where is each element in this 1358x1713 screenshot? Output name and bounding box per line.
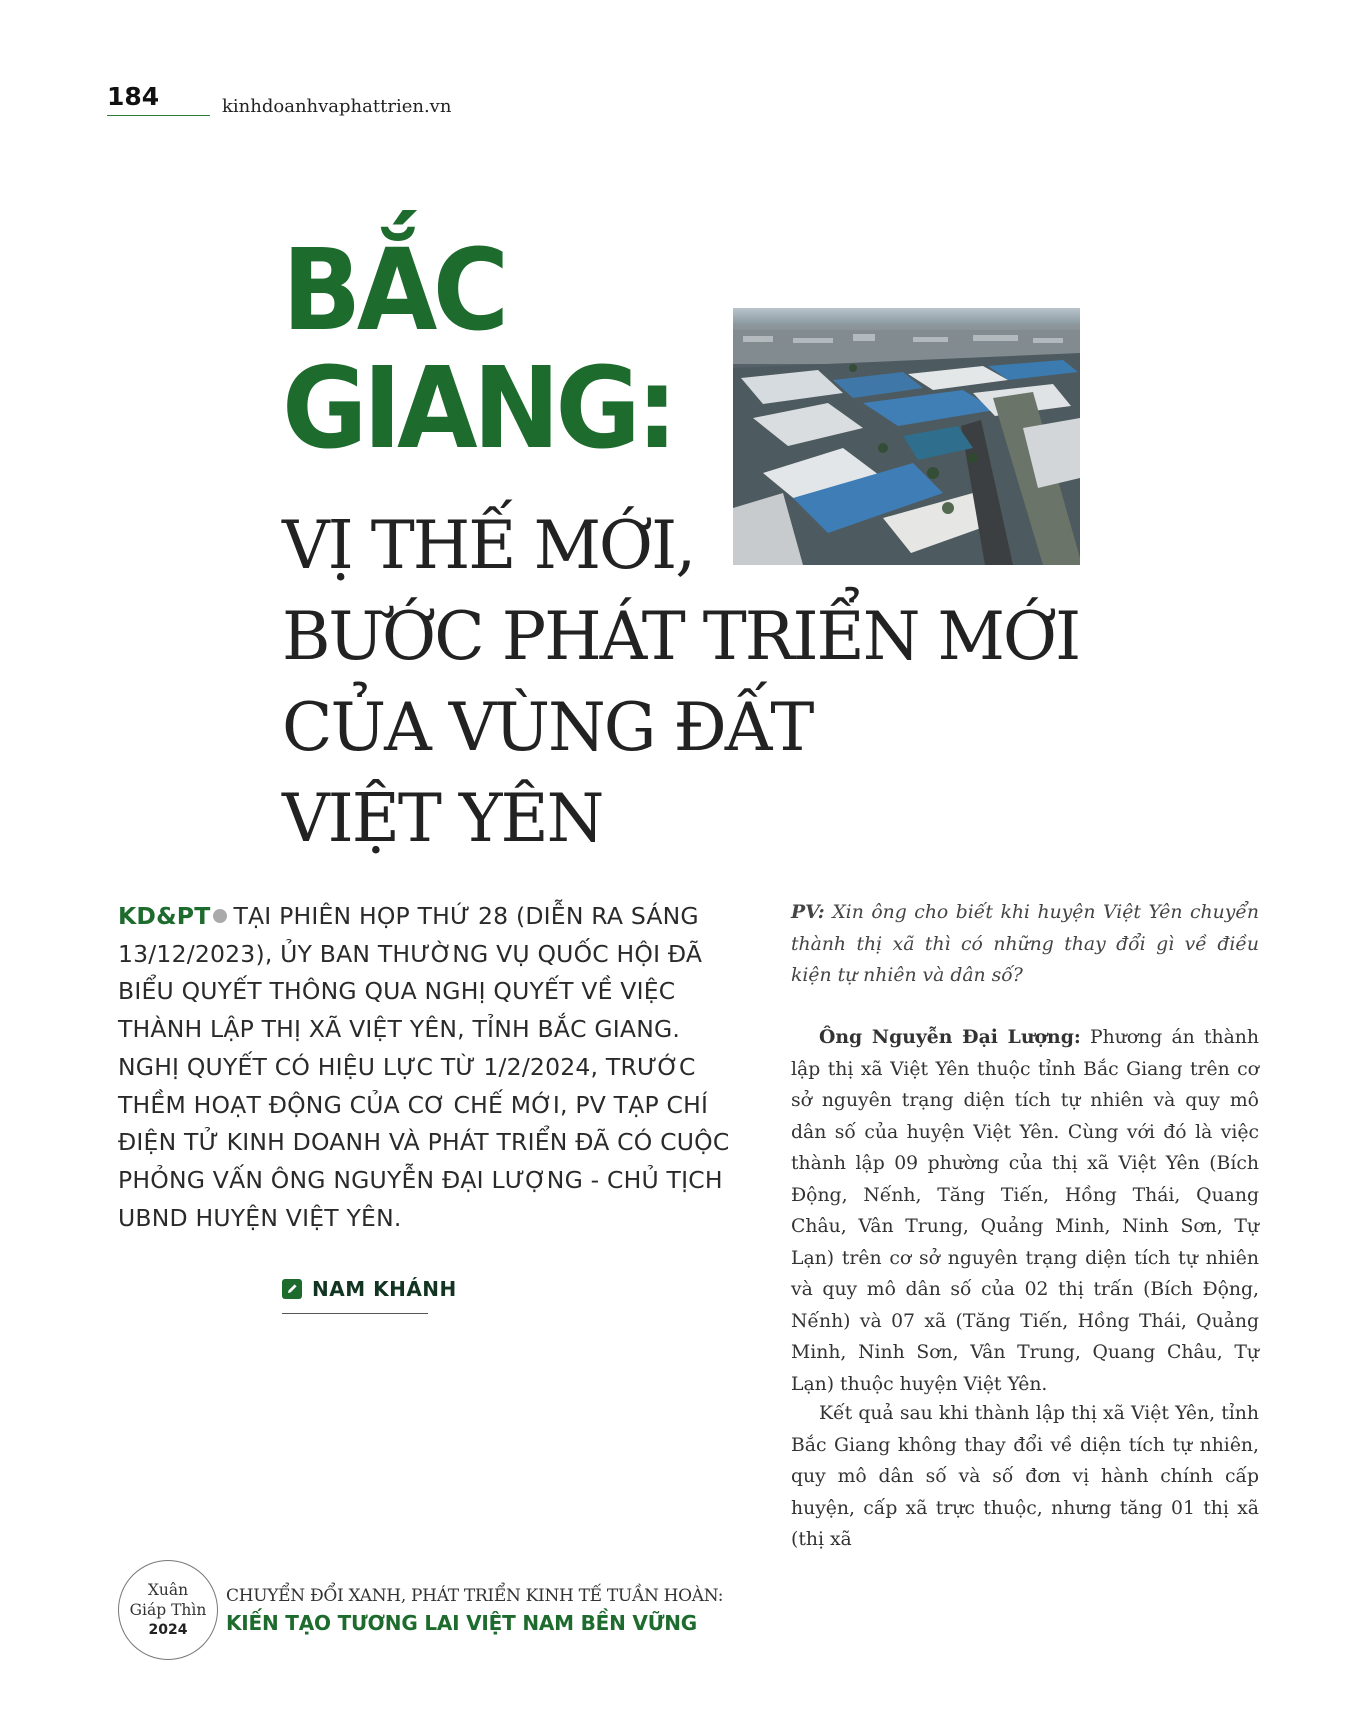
badge-year: 2024 [148,1622,188,1638]
lead-paragraph [118,898,748,1237]
headline-line-2: GIANG: [282,344,674,474]
badge-line-1: Xuân [147,1581,189,1599]
answer-speaker: Ông Nguyễn Đại Lượng: [819,1026,1081,1048]
question-label: PV: [791,901,825,923]
bullet-dot-icon [213,909,227,923]
headline-line-1: BẮC [282,226,505,356]
interview-answer-1 [791,1022,1259,1400]
issue-badge [118,1560,218,1660]
page-number-underline [107,115,210,116]
headline-main [282,226,674,474]
subhead-line-2: BƯỚC PHÁT TRIỂN MỚI [282,598,1080,675]
badge-line-2: Giáp Thìn [129,1601,207,1619]
subhead-line-1: VỊ THẾ MỚI, [282,507,695,584]
site-url[interactable]: kinhdoanhvaphattrien.vn [222,96,452,117]
publication-tag: KD&PT [118,902,211,930]
author-underline [282,1313,428,1314]
pen-icon [282,1279,302,1299]
question-text: Xin ông cho biết khi huyện Việt Yên chuyển thành thị xã thì có những thay đổi gì về điều kiện tự nhiên và dân số? [791,902,1259,986]
author-byline [282,1277,457,1301]
photo-illustration [733,308,1080,565]
interview-question [791,897,1259,992]
subhead-line-3: CỦA VÙNG ĐẤT [282,689,813,766]
interview-answer-2: Kết quả sau khi thành lập thị xã Việt Yên, tỉnh Bắc Giang không thay đổi về diện tích tự nhiên, quy mô dân số và số đơn vị hành chính cấp huyện, cấp xã trực thuộc, nhưng tăng 01 thị xã (thị xã [791,1403,1259,1550]
subhead-line-4: VIỆT YÊN [282,780,603,857]
author-name: NAM KHÁNH [312,1277,457,1301]
aerial-industrial-park-photo [733,308,1080,565]
footer-theme-line-2: KIẾN TẠO TƯƠNG LAI VIỆT NAM BỀN VỮNG [226,1611,697,1635]
footer-theme-line-1: CHUYỂN ĐỔI XANH, PHÁT TRIỂN KINH TẾ TUẦN HOÀN: [226,1586,724,1606]
answer-1-text: Phương án thành lập thị xã Việt Yên thuộc tỉnh Bắc Giang trên cơ sở nguyên trạng diện tích tự nhiên và quy mô dân số của huyện Việt Yên. Cùng với đó là việc thành lập 09 phường của thị xã Việt Yên (Bích Động, Nếnh, Tăng Tiến, Hồng Thái, Quang Châu, Vân Trung, Quảng Minh, Ninh Sơn, Tự Lạn) trên cơ sở nguyên trạng diện tích tự nhiên và quy mô dân số của 02 thị trấn (Bích Động, Nếnh) và 07 xã (Tăng Tiến, Hồng Thái, Quảng Minh, Ninh Sơn, Vân Trung, Quang Châu, Tự Lạn) thuộc huyện Việt Yên. [791,1027,1259,1395]
lead-text: TẠI PHIÊN HỌP THỨ 28 (DIỄN RA SÁNG 13/12/2023), ỦY BAN THƯỜNG VỤ QUỐC HỘI ĐÃ BIỂU QUYẾT THÔNG QUA NGHỊ QUYẾT VỀ VIỆC THÀNH LẬP THỊ XÃ VIỆT YÊN, TỈNH BẮC GIANG. NGHỊ QUYẾT CÓ HIỆU LỰC TỪ 1/2/2024, TRƯỚC THỀM HOẠT ĐỘNG CỦA CƠ CHẾ MỚI, PV TẠP CHÍ ĐIỆN TỬ KINH DOANH VÀ PHÁT TRIỂN ĐÃ CÓ CUỘC PHỎNG VẤN ÔNG NGUYỄN ĐẠI LƯỢNG - CHỦ TỊCH UBND HUYỆN VIỆT YÊN. [118,902,730,1232]
page-number: 184 [107,82,160,111]
